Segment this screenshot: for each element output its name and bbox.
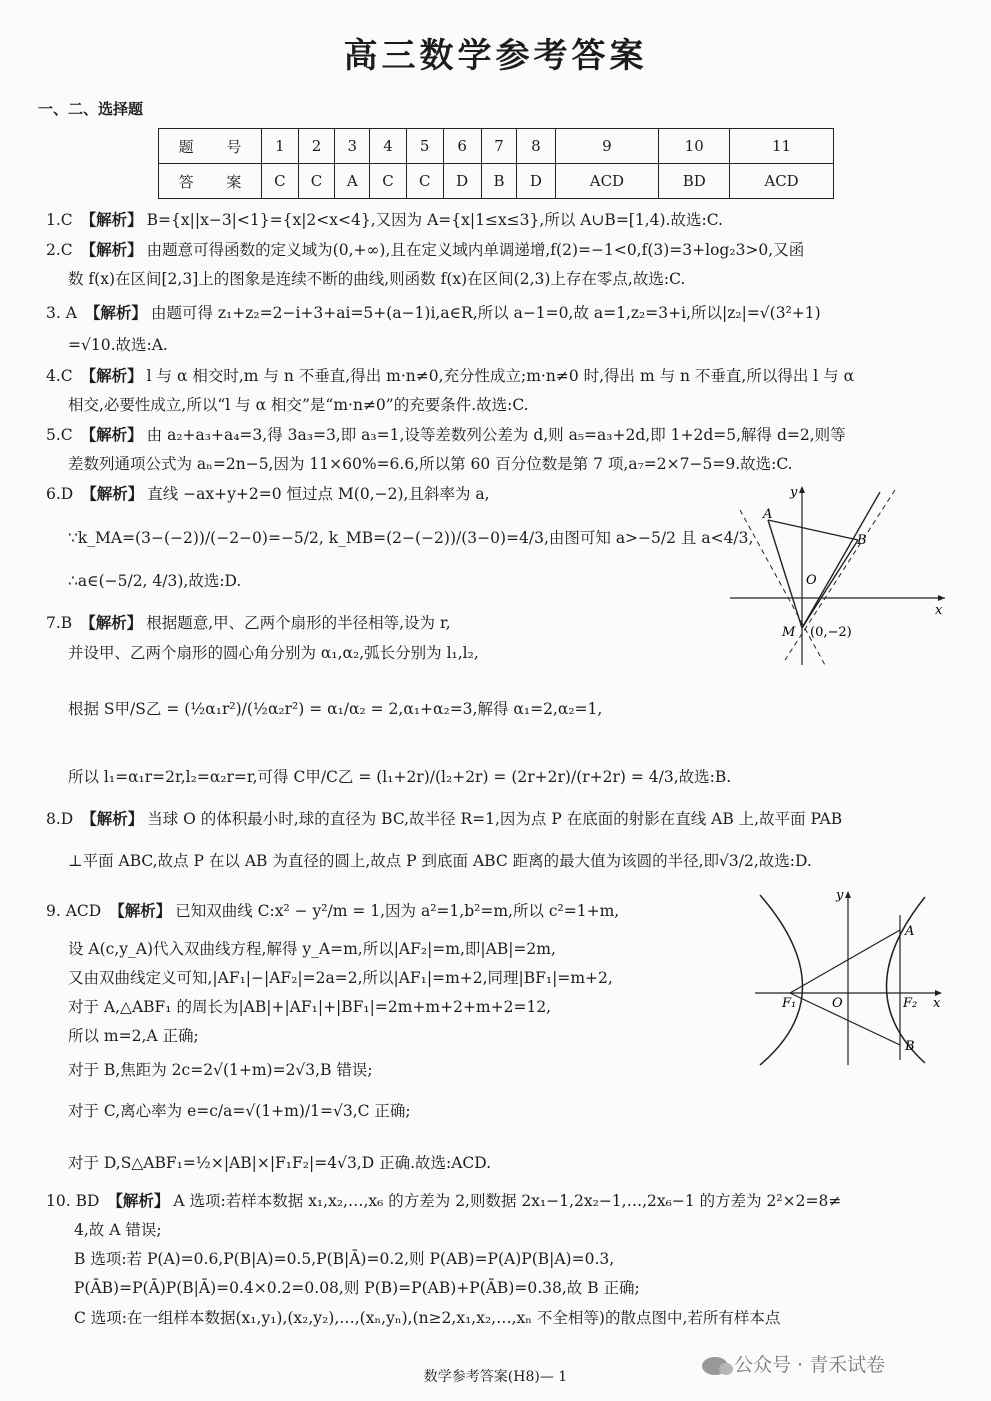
table-cell: 4 (370, 129, 407, 164)
table-cell: 11 (730, 129, 834, 164)
explanation-text: 已知双曲线 C:x² − y²/m = 1,因为 a²=1,b²=m,所以 c²=1+m, (175, 902, 620, 920)
question-number: 7.B (46, 614, 73, 632)
segment-f1a (790, 930, 900, 993)
answer-line (46, 808, 842, 830)
explanation-text: 根据题意,甲、乙两个扇形的半径相等,设为 r, (146, 614, 451, 632)
line-ma (768, 520, 802, 628)
answer-line (46, 900, 619, 922)
question-number: 8.D (46, 810, 74, 828)
explanation-text: 并设甲、乙两个扇形的圆心角分别为 α₁,α₂,弧长分别为 l₁,l₂, (68, 644, 479, 662)
table-row-numbers (159, 129, 834, 164)
page-footer: 数学参考答案(H8)— 1 (423, 1369, 568, 1385)
question-number: 1.C (46, 211, 73, 229)
question-number: 9. ACD (46, 902, 102, 920)
watermark-text: 公众号 · 青禾试卷 (734, 1354, 886, 1376)
table-cell: BD (659, 164, 730, 199)
explanation-text: 对于 A,△ABF₁ 的周长为|AB|+|AF₁|+|BF₁|=2m+m+2+m+2=12, (68, 998, 552, 1016)
analysis-tag: 【解析】 (81, 810, 144, 828)
origin-label: O (806, 573, 817, 588)
answer-table (158, 128, 834, 199)
table-cell: C (298, 164, 335, 199)
hyperbola-figure (750, 885, 950, 1070)
explanation-text: 由题意可得函数的定义域为(0,+∞),且在定义域内单调递增,f(2)=−1<0,f(3)=3+log₂3>0,又函 (146, 241, 805, 259)
table-cell: 1 (262, 129, 299, 164)
analysis-tag: 【解析】 (81, 485, 144, 503)
question-number: 5.C (46, 426, 73, 444)
x-label: x (933, 996, 941, 1011)
table-cell: 6 (443, 129, 481, 164)
explanation-text: ∵k_MA=(3−(−2))/(−2−0)=−5/2, k_MB=(2−(−2))/(3−0)=4/3,由图可知 a>−5/2 且 a<4/3, (68, 529, 754, 547)
analysis-tag: 【解析】 (80, 426, 143, 444)
y-label: y (790, 485, 798, 500)
origin-label: O (832, 996, 843, 1011)
question-number: 3. A (46, 304, 77, 322)
explanation-text: 由 a₂+a₃+a₄=3,得 3a₃=3,即 a₃=1,设等差数列公差为 d,则 a₅=a₃+2d,即 1+2d=5,解得 d=2,则等 (146, 426, 846, 444)
explanation-text: 又由双曲线定义可知,|AF₁|−|AF₂|=2a=2,所以|AF₁|=m+2,同理|BF₁|=m+2, (68, 969, 613, 987)
table-cell: C (262, 164, 299, 199)
answer-line (46, 365, 854, 387)
explanation-text: 4,故 A 错误; (74, 1221, 162, 1239)
explanation-text: B 选项:若 P(A)=0.6,P(B|A)=0.5,P(B|Ā)=0.2,则 P(AB)=P(A)P(B|A)=0.3, (74, 1250, 615, 1268)
table-cell: ACD (730, 164, 834, 199)
answer-line (46, 424, 846, 446)
table-cell: ACD (555, 164, 659, 199)
explanation-text: 设 A(c,y_A)代入双曲线方程,解得 y_A=m,所以|AF₂|=m,即|AB|=2m, (68, 940, 556, 958)
focus-f2-label: F₂ (903, 996, 918, 1011)
explanation-text: C 选项:在一组样本数据(x₁,y₁),(x₂,y₂),…,(xₙ,yₙ),(n≥2,x₁,x₂,…,xₙ 不全相等)的散点图中,若所有样本点 (74, 1309, 781, 1327)
table-cell: 7 (481, 129, 516, 164)
explanation-text: P(ĀB)=P(Ā)P(B|Ā)=0.4×0.2=0.08,则 P(B)=P(AB)+P(ĀB)=0.38,故 B 正确; (74, 1279, 640, 1297)
explanation-text: 相交,必要性成立,所以“l 与 α 相交”是“m·n≠0”的充要条件.故选:C. (68, 396, 529, 414)
question-number: 10. BD (46, 1192, 100, 1210)
table-cell: C (370, 164, 407, 199)
question-number: 6.D (46, 485, 74, 503)
answer-line (46, 483, 490, 505)
y-label: y (836, 888, 844, 903)
analysis-tag: 【解析】 (107, 1192, 170, 1210)
table-header-cell: 题 号 (159, 129, 262, 164)
table-cell: B (481, 164, 516, 199)
table-cell: 3 (335, 129, 370, 164)
analysis-tag: 【解析】 (84, 304, 147, 322)
point-m-label: M (782, 625, 796, 640)
point-a-label: A (763, 507, 773, 522)
answer-line (46, 612, 451, 634)
point-b-label: B (857, 533, 867, 548)
analysis-tag: 【解析】 (80, 241, 143, 259)
table-cell: 8 (517, 129, 555, 164)
table-cell: 10 (659, 129, 730, 164)
explanation-text: 当球 O 的体积最小时,球的直径为 BC,故半径 R=1,因为点 P 在底面的射影在直线 AB 上,故平面 PAB (147, 810, 843, 828)
answer-line (46, 1190, 841, 1212)
table-cell: C (406, 164, 443, 199)
explanation-text: 差数列通项公式为 aₙ=2n−5,因为 11×60%=6.6,所以第 60 百分位数是第 7 项,a₇=2×7−5=9.故选:C. (68, 455, 793, 473)
table-cell: D (517, 164, 555, 199)
answer-line (46, 302, 821, 324)
analysis-tag: 【解析】 (109, 902, 172, 920)
wechat-icon (702, 1357, 728, 1375)
explanation-text: 对于 D,S△ABF₁=½×|AB|×|F₁F₂|=4√3,D 正确.故选:ACD. (68, 1154, 492, 1172)
x-label: x (935, 603, 943, 618)
point-a-label: A (905, 924, 915, 939)
analysis-tag: 【解析】 (80, 614, 143, 632)
explanation-text: ∴a∈(−5/2, 4/3),故选:D. (68, 572, 242, 590)
explanation-text: 所以 l₁=α₁r=2r,l₂=α₂r=r,可得 C甲/C乙 = (l₁+2r)/(l₂+2r) = (2r+2r)/(r+2r) = 4/3,故选:B. (68, 768, 732, 786)
question-number: 4.C (46, 367, 73, 385)
point-m-coordinate: (0,−2) (810, 625, 852, 640)
segment-f1b (790, 993, 900, 1045)
watermark (702, 1350, 885, 1377)
focus-f1-label: F₁ (782, 996, 797, 1011)
explanation-text: B={x||x−3|<1}={x|2<x<4},又因为 A={x|1≤x≤3},所以 A∪B=[1,4).故选:C. (146, 211, 723, 229)
table-cell: A (335, 164, 370, 199)
explanation-text: =√10.故选:A. (68, 336, 168, 354)
explanation-text: A 选项:若样本数据 x₁,x₂,…,x₆ 的方差为 2,则数据 2x₁−1,2x₂−1,…,2x₆−1 的方差为 2²×2=8≠ (173, 1192, 842, 1210)
table-header-cell: 答 案 (159, 164, 262, 199)
page-title: 高三数学参考答案 (343, 36, 648, 76)
table-cell: D (443, 164, 481, 199)
segment-ab (768, 520, 858, 540)
section-heading: 一、二、选择题 (38, 100, 144, 118)
explanation-text: 对于 C,离心率为 e=c/a=√(1+m)/1=√3,C 正确; (68, 1102, 411, 1120)
line-ma-extended (802, 492, 880, 628)
analysis-tag: 【解析】 (80, 367, 143, 385)
answer-line (46, 209, 723, 231)
answer-line (46, 239, 804, 261)
explanation-text: 所以 m=2,A 正确; (68, 1027, 199, 1045)
point-b-label: B (905, 1039, 915, 1054)
table-row-answers (159, 164, 834, 199)
explanation-text: 直线 −ax+y+2=0 恒过点 M(0,−2),且斜率为 a, (147, 485, 490, 503)
explanation-text: 对于 B,焦距为 2c=2√(1+m)=2√3,B 错误; (68, 1061, 373, 1079)
hyperbola-left-branch (760, 895, 803, 1065)
analysis-tag: 【解析】 (80, 211, 143, 229)
explanation-text: l 与 α 相交时,m 与 n 不垂直,得出 m·n≠0,充分性成立;m·n≠0 时,得出 m 与 n 不垂直,所以得出 l 与 α (146, 367, 855, 385)
table-cell: 9 (555, 129, 659, 164)
question-number: 2.C (46, 241, 73, 259)
explanation-text: 数 f(x)在区间[2,3]上的图象是连续不断的曲线,则函数 f(x)在区间(2,3)上存在零点,故选:C. (68, 270, 686, 288)
explanation-text: 由题可得 z₁+z₂=2−i+3+ai=5+(a−1)i,a∈R,所以 a−1=0,故 a=1,z₂=3+i,所以|z₂|=√(3²+1) (150, 304, 821, 322)
table-cell: 2 (298, 129, 335, 164)
explanation-text: 根据 S甲/S乙 = (½α₁r²)/(½α₂r²) = α₁/α₂ = 2,α₁+α₂=3,解得 α₁=2,α₂=1, (68, 700, 603, 718)
explanation-text: ⊥平面 ABC,故点 P 在以 AB 为直径的圆上,故点 P 到底面 ABC 距离的最大值为该圆的半径,即√3/2,故选:D. (68, 852, 812, 870)
table-cell: 5 (406, 129, 443, 164)
line-slope-figure (730, 480, 950, 670)
